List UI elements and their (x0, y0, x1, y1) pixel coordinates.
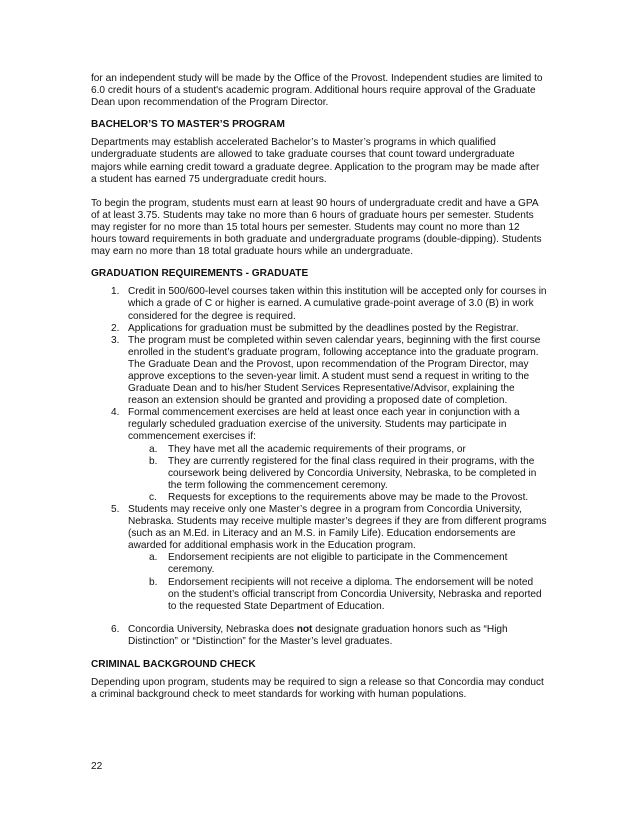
list-item (91, 323, 547, 335)
criminal-paragraph: Depending upon program, students may be required to sign a release so that Concordia may conduct a criminal background check to meet standards for working with human populations. (91, 677, 544, 701)
criminal-section (91, 659, 547, 701)
sublist-item (128, 552, 547, 576)
bachelors-paragraph-1: Departments may establish accelerated Bachelor’s to Master’s programs in which qualified undergraduate students are allowed to take graduate courses that count toward undergraduate majors while earning credit toward a graduate degree. Application to the program may be made after a student has earned 75 undergraduate credit hours. (91, 137, 540, 185)
sublist-item-text: They have met all the academic requirements of their programs, or (168, 443, 466, 455)
list-item (91, 286, 547, 322)
list-number: 4. (111, 407, 120, 419)
list-number: 2. (111, 322, 120, 334)
sublist-item (128, 492, 547, 504)
list-item (91, 407, 547, 504)
sublist-item (128, 456, 547, 492)
list-item-text-part: designate graduation honors such as “High Distinction” or “Distinction” for the Master’s level graduates. (128, 623, 508, 647)
bachelors-section (91, 119, 547, 258)
sublist-letter: a. (149, 552, 158, 564)
sublist-letter: b. (149, 455, 158, 467)
page-number: 22 (91, 761, 103, 772)
document-body (91, 73, 547, 701)
bachelors-heading: BACHELOR’S TO MASTER’S PROGRAM (91, 119, 285, 131)
list-number: 5. (111, 504, 120, 515)
graduation-heading: GRADUATION REQUIREMENTS - GRADUATE (91, 268, 309, 280)
graduation-section (91, 268, 547, 648)
list-number: 3. (111, 334, 120, 346)
list-item (91, 504, 547, 613)
sublist-item (128, 577, 547, 613)
emphasis-not: not (296, 623, 313, 635)
list-item-text: Credit in 500/600-level courses taken within this institution will be accepted only for courses in which a grade of C or higher is earned. A cumulative grade-point average of 3.0 (B) in work considered for the degree is required. (128, 286, 547, 322)
graduation-list (91, 286, 547, 648)
list-item-text: Students may receive only one Master’s degree in a program from Concordia University, Nebraska. Students may receive multiple master’s degrees if they are from different programs (such as an M.Ed. in Literacy and an M.S. in Family Life). Education endorsements are awarded for additional emphasis work in the Education program. (128, 504, 547, 552)
sublist-letter: b. (149, 576, 158, 588)
list-item-text: The program must be completed within seven calendar years, beginning with the first course enrolled in the student’s graduate program, following acceptance into the graduate program. The Graduate Dean and the Provost, upon recommendation of the Program Director, may approve exceptions to the seven-year limit. A student must send a request in writing to the Graduate Dean and to his/her Student Services Representative/Advisor, explaining the reason an extension should be granted and providing a proposed date of completion. (128, 334, 541, 407)
bachelors-paragraph-2: To begin the program, students must earn at least 90 hours of undergraduate credit and have a GPA of at least 3.75. Students may take no more than 6 hours of graduate hours per semester. Students may register for no more than 15 total hours per semester. Students may count no more than 12 hours toward requirements in both graduate and undergraduate programs (double-dipping). Students may earn no more than 18 total graduate hours while an undergraduate. (91, 197, 542, 258)
sublist-letter: c. (149, 491, 157, 503)
intro-paragraph: for an independent study will be made by the Office of the Provost. Independent studies are limited to 6.0 credit hours of a student's academic program. Additional hours require approval of the Graduate Dean upon recommendation of the Program Director. (91, 73, 543, 109)
list-item-text: Formal commencement exercises are held at least once each year in conjunction with a regularly scheduled graduation exercise of the university. Students may participate in commencement exercises if: (128, 407, 520, 443)
sublist-item (128, 444, 547, 456)
sublist-item-text: Endorsement recipients will not receive a diploma. The endorsement will be noted on the student’s official transcript from Concordia University, Nebraska and reported to the requested State Department of Education. (168, 576, 542, 612)
list-item-text: Applications for graduation must be submitted by the deadlines posted by the Registrar. (128, 322, 519, 334)
sublist-letter: a. (149, 443, 158, 455)
list-item-text-part: Concordia University, Nebraska does (128, 623, 297, 635)
list-number: 6. (111, 623, 120, 635)
sublist-item-text: They are currently registered for the final class required in their programs, with the coursework being delivered by Concordia University, Nebraska, to be completed in the term following the commencement ceremony. (168, 455, 537, 491)
sublist-item-text: Requests for exceptions to the requirements above may be made to the Provost. (168, 491, 529, 503)
commencement-sublist (128, 444, 547, 504)
criminal-heading: CRIMINAL BACKGROUND CHECK (91, 659, 256, 671)
endorsement-sublist (128, 552, 547, 612)
sublist-item-text: Endorsement recipients are not eligible to participate in the Commencement ceremony. (168, 552, 508, 576)
list-item (91, 335, 547, 408)
list-number: 1. (111, 286, 120, 298)
list-item (91, 624, 547, 648)
